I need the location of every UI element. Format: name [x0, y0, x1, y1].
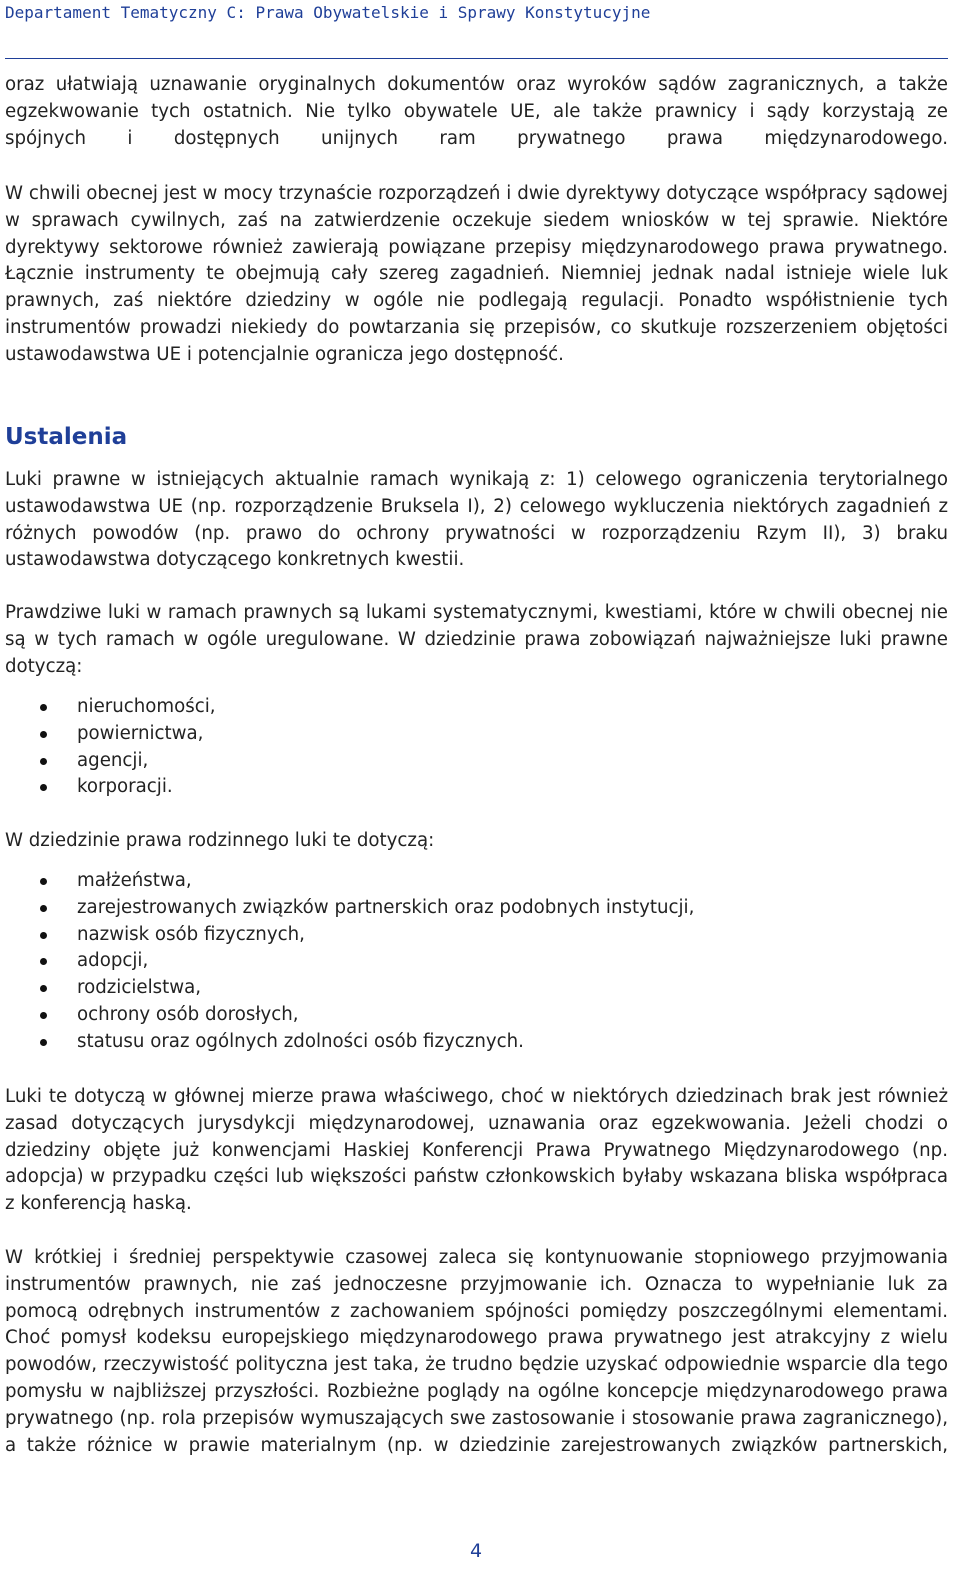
- bullet-icon: [40, 958, 47, 965]
- bullet-icon: [40, 758, 47, 765]
- list-item: [5, 948, 948, 975]
- bullet-icon: [40, 784, 47, 791]
- list-item-label: nieruchomości,: [77, 696, 216, 717]
- paragraph-family: W dziedzinie prawa rodzinnego luki te dotyczą:: [5, 830, 435, 851]
- section-heading: Ustalenia: [5, 424, 128, 450]
- bullet-icon: [40, 985, 47, 992]
- running-header: Departament Tematyczny C: Prawa Obywatelskie i Sprawy Konstytucyjne: [5, 3, 651, 22]
- list-item-label: korporacji.: [77, 776, 173, 798]
- list-item-label: statusu oraz ogólnych zdolności osób fizycznych.: [77, 1030, 524, 1052]
- list-item: [5, 975, 948, 1002]
- bullet-icon: [40, 731, 47, 738]
- header-rule: [5, 58, 948, 59]
- list-item: [5, 1029, 948, 1056]
- paragraph-recommendation: W krótkiej i średniej perspektywie czasowej zaleca się kontynuowanie stopniowego przyjmowania instrumentów prawnych, nie zaś jednoczesne przyjmowanie ich. Oznacza to wypełnianie luk za pomocą odrębnych instrumentów z zachowaniem spójności pomiędzy poszczególnymi elementami. Choć pomysł kodeksu europejskiego międzynarodowego prawa prywatnego jest atrakcyjny z wielu powodów, rzeczywistość polityczna jest taka, że trudno będzie uzyskać odpowiednie wsparcie dla tego pomysłu w najbliższej przyszłości. Rozbieżne poglądy na ogólne koncepcje międzynarodowego prawa prywatnego (np. rola przepisów wymuszających swe zastosowanie i stosowanie prawa zagranicznego), a także różnice w prawie materialnym (np. w dziedzinie zarejestrowanych związków partnerskich,: [5, 1247, 948, 1456]
- list-item: [5, 895, 948, 922]
- list-item: [5, 868, 948, 895]
- family-list: [5, 868, 948, 1056]
- paragraph-applicable-law: Luki te dotyczą w głównej mierze prawa właściwego, choć w niektórych dziedzinach brak jest również zasad dotyczących jurysdykcji międzynarodowej, uznawania oraz egzekwowania. Jeżeli chodzi o dziedziny objęte już konwencjami Haskiej Konferencji Prawa Prywatnego Międzynarodowego (np. adopcja) w przypadku części lub większości państw członkowskich byłaby wskazana bliska współpraca z konferencją haską.: [5, 1086, 948, 1215]
- list-item: [5, 694, 948, 721]
- list-item-label: małżeństwa,: [77, 870, 192, 891]
- list-item: [5, 721, 948, 748]
- bullet-icon: [40, 905, 47, 912]
- paragraph-intro: oraz ułatwiają uznawanie oryginalnych dokumentów oraz wyroków sądów zagranicznych, a także egzekwowanie tych ostatnich. Nie tylko obywatele UE, ale także prawnicy i sądy korzystają ze spójnych i dostępnych unijnych ram prywatnego prawa międzynarodowego.: [5, 74, 948, 149]
- paragraph-obligations: Prawdziwe luki w ramach prawnych są lukami systematycznymi, kwestiami, które w chwili obecnej nie są w tych ramach w ogóle uregulowane. W dziedzinie prawa zobowiązań najważniejsze luki prawne dotyczą:: [5, 602, 948, 677]
- bullet-icon: [40, 932, 47, 939]
- bullet-icon: [40, 704, 47, 711]
- list-item-label: adopcji,: [77, 950, 149, 972]
- document-page: [5, 0, 948, 1588]
- list-item-label: powiernictwa,: [77, 722, 204, 744]
- bullet-icon: [40, 1039, 47, 1046]
- list-item-label: agencji,: [77, 749, 149, 771]
- list-item-label: nazwisk osób fizycznych,: [77, 923, 305, 945]
- list-item: [5, 774, 948, 801]
- list-item-label: ochrony osób dorosłych,: [77, 1003, 299, 1025]
- list-item: [5, 748, 948, 775]
- list-item: [5, 922, 948, 949]
- paragraph-regulations: W chwili obecnej jest w mocy trzynaście rozporządzeń i dwie dyrektywy dotyczące współpracy sądowej w sprawach cywilnych, zaś na zatwierdzenie oczekuje siedem wniosków w tej sprawie. Niektóre dyrektywy sektorowe również zawierają powiązane przepisy międzynarodowego prawa prywatnego. Łącznie instrumenty te obejmują cały szereg zagadnień. Niemniej jednak nadal istnieje wiele luk prawnych, zaś niektóre dziedziny w ogóle nie podlegają regulacji. Ponadto współistnienie tych instrumentów prowadzi niekiedy do powtarzania się przepisów, co skutkuje rozszerzeniem objętości ustawodawstwa UE i potencjalnie ogranicza jego dostępność.: [5, 183, 948, 365]
- list-item-label: zarejestrowanych związków partnerskich oraz podobnych instytucji,: [77, 896, 695, 918]
- bullet-icon: [40, 1012, 47, 1019]
- obligations-list: [5, 694, 948, 801]
- paragraph-gaps: Luki prawne w istniejących aktualnie ramach wynikają z: 1) celowego ograniczenia terytorialnego ustawodawstwa UE (np. rozporządzenie Bruksela I), 2) celowego wykluczenia niektórych zagadnień z różnych powodów (np. prawo do ochrony prywatności w rozporządzeniu Rzym II), 3) braku ustawodawstwa dotyczącego konkretnych kwestii.: [5, 469, 948, 571]
- list-item-label: rodzicielstwa,: [77, 977, 202, 999]
- bullet-icon: [40, 878, 47, 885]
- list-item: [5, 1002, 948, 1029]
- page-number: 4: [470, 1540, 483, 1562]
